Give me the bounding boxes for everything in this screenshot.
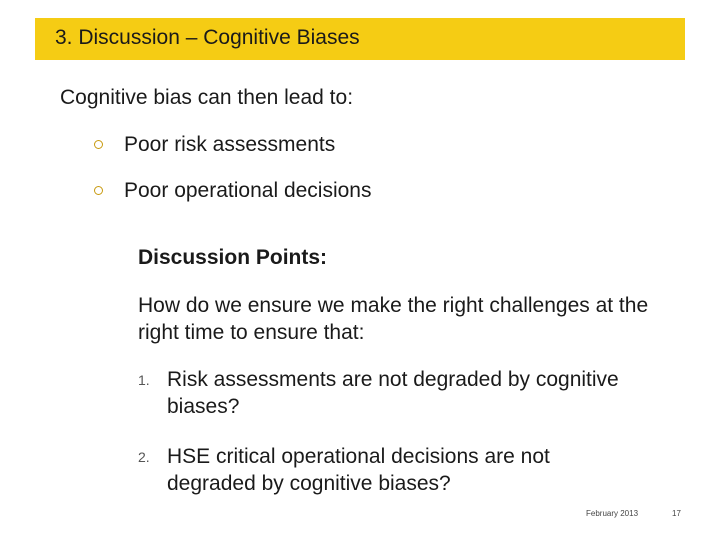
footer-date: February 2013 [586, 509, 639, 518]
circle-bullet-icon [94, 140, 103, 149]
title-bar [35, 18, 685, 60]
intro-text: Cognitive bias can then lead to: [60, 86, 354, 109]
item-number: 1. [138, 372, 150, 388]
discussion-heading: Discussion Points: [138, 246, 328, 269]
bullet-text: Poor risk assessments [124, 133, 336, 156]
item-number: 2. [138, 449, 150, 465]
page-number: 17 [672, 509, 681, 518]
item-text: HSE critical operational decisions are not degraded by cognitive biases? [167, 445, 550, 495]
discussion-question: How do we ensure we make the right challenges at the right time to ensure that: [138, 294, 649, 344]
slide-title: 3. Discussion – Cognitive Biases [55, 26, 360, 49]
bullet-text: Poor operational decisions [124, 179, 372, 202]
circle-bullet-icon [94, 186, 103, 195]
item-text: Risk assessments are not degraded by cognitive biases? [167, 368, 619, 418]
